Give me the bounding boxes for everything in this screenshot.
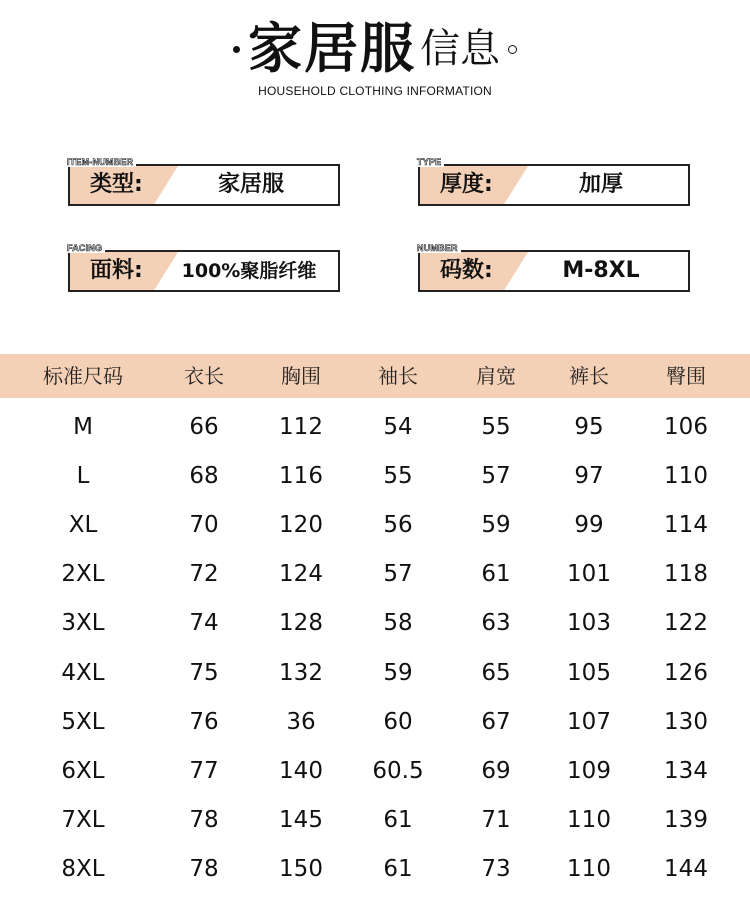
title-sub: 信息 [420,26,500,72]
size-cell: 7XL [61,807,105,834]
measurement-cell: 63 [481,610,511,637]
measurement-cell: 97 [574,462,604,489]
measurement-cell: 116 [279,462,323,489]
column-header: 衣长 [184,364,224,388]
measurement-cell: 110 [567,856,611,883]
info-box-sizes [417,243,690,292]
size-table-header [0,354,750,398]
size-cell: 3XL [61,610,105,637]
info-box-thickness [417,157,690,206]
measurement-cell: 132 [279,659,323,686]
measurement-cell: 75 [189,659,219,686]
column-header: 裤长 [569,364,609,388]
measurement-cell: 106 [664,413,708,440]
measurement-cell: 57 [383,561,413,588]
title-dot-right-icon [508,45,517,54]
info-label: 厚度: [440,172,493,197]
title-dot-left-icon [233,46,240,53]
size-cell: 4XL [61,659,105,686]
measurement-cell: 54 [383,413,413,440]
measurement-cell: 68 [189,462,219,489]
title-main: 家居服 [248,17,416,80]
info-value: 家居服 [217,172,284,197]
info-box-fabric [67,243,340,292]
measurement-cell: 134 [664,757,708,784]
info-label: 面料: [90,258,143,283]
measurement-cell: 145 [279,807,323,834]
measurement-cell: 99 [574,511,604,538]
size-cell: M [73,413,93,440]
page-title [0,14,750,84]
measurement-cell: 61 [383,807,413,834]
measurement-cell: 150 [279,856,323,883]
size-cell: 5XL [61,708,105,735]
table-row [0,550,750,599]
measurement-cell: 65 [481,659,511,686]
table-row [0,648,750,697]
measurement-cell: 76 [189,708,219,735]
measurement-cell: 61 [383,856,413,883]
measurement-cell: 126 [664,659,708,686]
measurement-cell: 36 [286,708,316,735]
measurement-cell: 118 [664,561,708,588]
table-row [0,796,750,845]
column-header: 标准尺码 [43,364,123,388]
measurement-cell: 55 [481,413,511,440]
size-cell: 8XL [61,856,105,883]
info-tag: TYPE [414,157,444,167]
info-box-type [67,157,340,206]
measurement-cell: 59 [481,511,511,538]
measurement-cell: 103 [567,610,611,637]
info-tag: FACING [64,243,105,253]
size-table-body [0,402,750,894]
measurement-cell: 144 [664,856,708,883]
measurement-cell: 55 [383,462,413,489]
measurement-cell: 66 [189,413,219,440]
measurement-cell: 67 [481,708,511,735]
column-header: 袖长 [378,364,418,388]
measurement-cell: 110 [567,807,611,834]
size-cell: XL [68,511,98,538]
measurement-cell: 74 [189,610,219,637]
info-value: 加厚 [578,172,623,197]
info-value: M-8XL [562,258,640,283]
measurement-cell: 95 [574,413,604,440]
measurement-cell: 61 [481,561,511,588]
measurement-cell: 73 [481,856,511,883]
measurement-cell: 140 [279,757,323,784]
measurement-cell: 114 [664,511,708,538]
table-row [0,451,750,500]
size-cell: L [76,462,90,489]
measurement-cell: 58 [383,610,413,637]
measurement-cell: 60.5 [372,757,424,784]
measurement-cell: 78 [189,807,219,834]
measurement-cell: 71 [481,807,511,834]
table-row [0,845,750,894]
size-cell: 2XL [61,561,105,588]
column-header: 胸围 [281,364,321,388]
measurement-cell: 109 [567,757,611,784]
info-tag: ITEM-NUMBER [64,157,136,167]
measurement-cell: 56 [383,511,413,538]
measurement-cell: 57 [481,462,511,489]
measurement-cell: 72 [189,561,219,588]
measurement-cell: 112 [279,413,323,440]
measurement-cell: 60 [383,708,413,735]
measurement-cell: 130 [664,708,708,735]
measurement-cell: 69 [481,757,511,784]
table-row [0,500,750,549]
measurement-cell: 105 [567,659,611,686]
info-value: 100%聚脂纤维 [181,260,317,282]
table-row [0,599,750,648]
info-tag: NUMBER [414,243,461,253]
measurement-cell: 101 [567,561,611,588]
measurement-cell: 139 [664,807,708,834]
measurement-cell: 110 [664,462,708,489]
size-cell: 6XL [61,757,105,784]
measurement-cell: 59 [383,659,413,686]
measurement-cell: 77 [189,757,219,784]
table-row [0,402,750,451]
measurement-cell: 122 [664,610,708,637]
info-label: 码数: [440,258,493,283]
measurement-cell: 78 [189,856,219,883]
table-row [0,697,750,746]
column-header: 臀围 [666,364,706,388]
measurement-cell: 124 [279,561,323,588]
table-row [0,746,750,795]
measurement-cell: 107 [567,708,611,735]
page-subtitle: HOUSEHOLD CLOTHING INFORMATION [258,84,492,98]
measurement-cell: 70 [189,511,219,538]
measurement-cell: 120 [279,511,323,538]
column-header: 肩宽 [476,364,516,388]
info-label: 类型: [90,172,143,197]
measurement-cell: 128 [279,610,323,637]
